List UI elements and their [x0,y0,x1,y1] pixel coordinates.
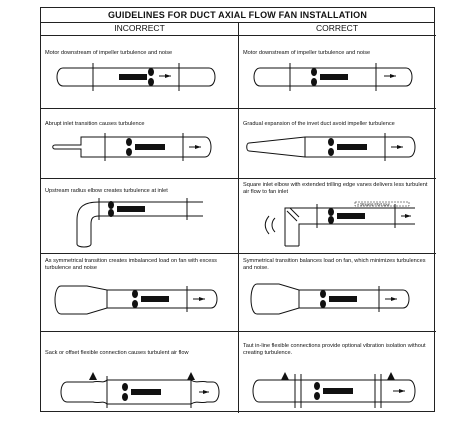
row-divider [41,178,436,179]
incorrect-column-header: INCORRECT [41,22,239,36]
correct-column-header: CORRECT [238,22,436,36]
row4-correct-caption: Symmetrical transition balances load on fan, which minimizes turbulences and noise. [243,258,426,271]
row1-incorrect-caption: Motor downstream of impeller turbulence and noise [45,50,173,56]
row3-incorrect-caption: Upstream radius elbow creates turbulence at inlet [45,188,168,194]
row4-correct-fan-diagram [253,280,423,322]
row3-correct-caption: Square inlet elbow with extended trilling edge vanes delivers less turbulent air flow to fan inlet [243,182,428,195]
row5-incorrect-fan-diagram [63,368,223,412]
row1-correct-caption: Motor downstream of impeller turbulence and noise [243,50,371,56]
row2-incorrect-fan-diagram [55,132,225,172]
row3-correct-fan-diagram [255,202,425,252]
row4-incorrect-caption: As symmetrical transition creates imbalanced load on fan with excess turbulence and noise [45,258,217,271]
row4-incorrect-fan-diagram [57,280,227,322]
row3-incorrect-fan-diagram [63,198,213,250]
row2-correct-fan-diagram [245,132,425,172]
row2-incorrect-caption: Abrupt inlet transition causes turbulence [45,121,145,127]
row3-correct-sketch-note: + Streams Ffort spur [357,202,390,207]
row-divider [41,108,436,109]
row5-incorrect-caption: Sack or offset flexible connection causes turbulent air flow [45,350,189,356]
page-title: GUIDELINES FOR DUCT AXIAL FLOW FAN INSTALLATION [41,8,434,23]
guidelines-sheet [40,7,435,412]
column-divider [238,35,239,413]
row1-incorrect-fan-diagram [59,60,219,102]
row-divider [41,253,436,254]
row1-correct-fan-diagram [256,60,416,102]
row2-correct-caption: Gradual expansion of the invet duct avoid impeller turbulence [243,121,395,127]
row-divider [41,331,436,332]
row5-correct-fan-diagram [255,368,419,412]
row5-correct-caption: Taut in-line flexible connections provide optional vibration isolation without creating turbulence. [243,343,426,356]
